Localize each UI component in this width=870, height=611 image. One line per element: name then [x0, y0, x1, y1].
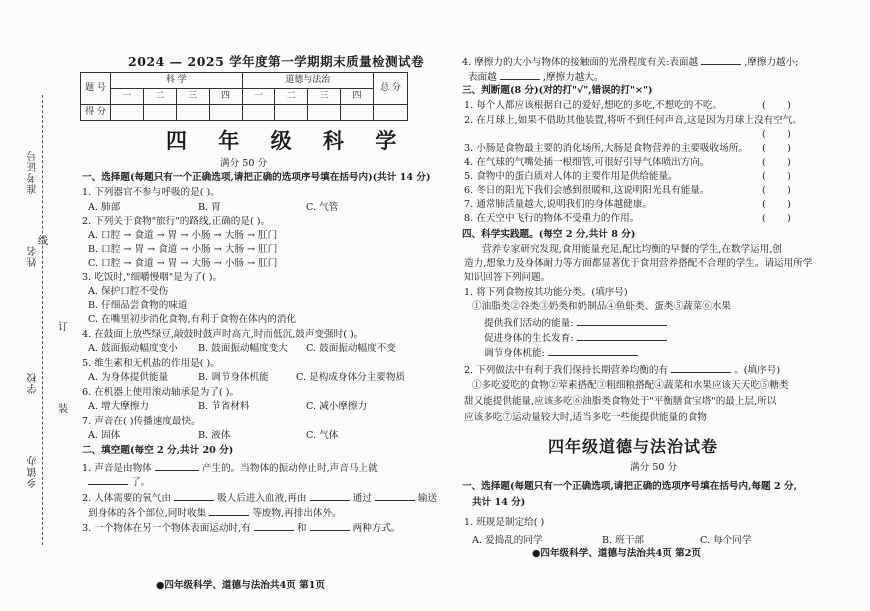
section3-heading: 三、判断题(8 分)(对的打"√",错误的打"×") [462, 85, 653, 96]
practice-q2-line1: ①多吃爱吃的食物②荤素搭配③粗细粮搭配④蔬菜和水果应该天天吃⑤糖类 [472, 380, 789, 391]
fill-blank[interactable] [577, 316, 667, 326]
moral-num: 三 [308, 89, 341, 105]
judge-5: 5. 食物中的蛋白质对人体的主要作用是供给能量。 [464, 171, 678, 182]
q6-option-c: C. 减小摩擦力 [306, 401, 368, 412]
judge-paren[interactable]: ( ) [762, 185, 791, 196]
practice-q1-b [484, 331, 667, 346]
judge-paren[interactable]: ( ) [762, 213, 791, 224]
moral-section1-heading-a: 一、选择题(每题只有一个正确选项,请把正确的选项序号填在括号内,每题 2 分, [462, 481, 797, 492]
fill-4-text: ,摩擦力越小; [744, 57, 799, 68]
mark-bind: 订 [58, 322, 68, 333]
judge-3: 3. 小肠是食物最主要的消化场所,大肠是食物营养的主要吸收场所。 [464, 143, 748, 154]
fill-2-cont [88, 506, 342, 521]
practice-paragraph-2: 造力,想象力及身体耐力等方面都显著优于食用营养搭配不合理的学生。请运用所学 [464, 258, 813, 269]
question-7: 7. 声音在( )传播速度最快。 [82, 416, 201, 427]
score-table [80, 72, 408, 121]
practice-q2-line2: 甜又能提供能量,应该多吃⑥油脂类食物处于"平衡膳食宝塔"的最上层,所以 [464, 396, 777, 407]
m1-option-c: C. 每个同学 [700, 535, 752, 546]
score-cell[interactable] [209, 105, 242, 121]
q7-option-b: B. 液体 [198, 430, 231, 441]
fill-blank[interactable] [209, 506, 249, 516]
score-cell[interactable] [374, 105, 408, 121]
ticket-number-label: 准考证号 [28, 150, 39, 194]
fill-2-text: 2. 人体需要的氧气由 [82, 493, 171, 504]
fill-2-text: 输送 [417, 493, 438, 504]
section1-heading: 一、选择题(每题只有一个正确选项,请把正确的选项序号填在括号内)(共计 14 分) [82, 172, 431, 183]
name-label: 姓名 [28, 245, 39, 267]
fill-blank[interactable] [500, 70, 540, 80]
practice-paragraph-3: 知识回答下列问题。 [464, 272, 551, 283]
fill-4-text: 表面越 [468, 72, 497, 83]
q2-option-c: C. 口腔 → 食道 → 胃 → 大肠 → 小肠 → 肛门 [88, 258, 278, 269]
section4-heading: 四、科学实践题。(每空 2 分,共计 8 分) [462, 229, 636, 240]
fill-blank[interactable] [254, 521, 294, 531]
question-6: 6. 在机器上使用滚动轴承是为了( )。 [82, 387, 240, 398]
q7-option-a: A. 固体 [88, 430, 121, 441]
score-cell[interactable] [143, 105, 176, 121]
practice-paragraph-1: 营养专家研究发现,食用能量充足,配比均衡的早餐的学生,在数学运用,创 [482, 244, 783, 255]
fill-blank[interactable] [548, 346, 638, 356]
defen-cell: 得 分 [81, 105, 111, 121]
fill-2 [82, 491, 437, 506]
binding-dashed-line [42, 95, 43, 545]
fill-blank[interactable] [310, 521, 350, 531]
practice-q1-c-label: 调节身体机能: [484, 348, 545, 359]
fill-blank[interactable] [155, 461, 199, 471]
moral-section1-heading-b: 共计 14 分) [472, 497, 526, 508]
exam-title: 2024 — 2025 学年度第一学期期末质量检测试卷 [128, 54, 425, 69]
fill-2-text: 到身体的各个部位,同时收集 [88, 508, 207, 519]
q1-option-a: A. 肺部 [88, 202, 121, 213]
footer-right: ●四年级科学、道德与法治共4页 第2页 [532, 548, 701, 559]
fill-4 [462, 55, 798, 70]
judge-paren[interactable]: ( ) [762, 100, 791, 111]
score-cell[interactable] [242, 105, 275, 121]
fill-blank[interactable] [375, 491, 415, 501]
fill-blank[interactable] [577, 331, 667, 341]
practice-q1-items: ①油脂类②谷类③奶类和奶制品④鱼虾类、蛋类⑤蔬菜⑥水果 [472, 301, 732, 312]
total-header: 总 分 [374, 73, 408, 105]
practice-q2-text: 。(填序号) [734, 365, 781, 376]
judge-4: 4. 在气球的气嘴处插一根细管,可很好引导气体喷出方向。 [464, 157, 710, 168]
moral-header: 道德与法治 [242, 73, 374, 89]
fill-1 [82, 461, 378, 476]
practice-q1-a-label: 提供我们活动的能量: [484, 318, 574, 329]
science-header: 科 学 [111, 73, 243, 89]
grade-title: 四 年 级 科 学 [166, 128, 409, 153]
sci-num: 四 [209, 89, 242, 105]
m1-option-b: B. 班干部 [602, 535, 644, 546]
judge-6: 6. 冬日的阳光下我们会感到很暖和,这说明阳光具有能量。 [464, 185, 710, 196]
q7-option-c: C. 气体 [306, 430, 339, 441]
q3-option-a: A. 保护口腔不受伤 [88, 286, 169, 297]
q5-option-a: A. 为身体提供能量 [88, 372, 169, 383]
fill-blank[interactable] [701, 55, 741, 65]
practice-q1: 1. 将下列食物按其功能分类。(填序号) [464, 287, 628, 298]
moral-num: 一 [242, 89, 275, 105]
fill-4-cont [468, 70, 604, 85]
q2-option-a: A. 口腔 → 食道 → 胃 → 小肠 → 大肠 → 肛门 [88, 230, 278, 241]
moral-exam-title: 四年级道德与法治试卷 [548, 437, 719, 456]
mark-seal: 装 [58, 404, 68, 415]
judge-paren[interactable]: ( ) [762, 129, 791, 140]
q4-option-b: B. 鼓面振动幅度变大 [198, 343, 288, 354]
moral-question-1: 1. 班规是制定给( ) [464, 517, 545, 528]
q3-option-c: C. 在嘴里初步消化食物,有利于食物在体内的消化 [88, 314, 297, 325]
fill-3-text: 两种方式。 [352, 523, 401, 534]
fill-1-cont [88, 475, 150, 490]
q3-option-b: B. 仔细品尝食物的味道 [88, 300, 188, 311]
q1-option-c: C. 气管 [306, 202, 339, 213]
fill-2-text: 等废物,再排出体外。 [252, 508, 342, 519]
q1-option-b: B. 胃 [198, 202, 221, 213]
score-cell[interactable] [111, 105, 144, 121]
score-cell[interactable] [275, 105, 308, 121]
fill-blank[interactable] [174, 491, 214, 501]
fill-1-text: 产生的。当物体的振动停止时,声音马上就 [201, 463, 378, 474]
sci-num: 一 [111, 89, 144, 105]
judge-7: 7. 通常肺活量越大,说明我们的身体越健康。 [464, 199, 652, 210]
sci-num: 三 [176, 89, 209, 105]
sci-num: 二 [143, 89, 176, 105]
judge-1: 1. 每个人都应该根据自己的爱好,想吃的多吃,不想吃的不吃。 [464, 100, 723, 111]
practice-q1-a [484, 316, 667, 331]
judge-8: 8. 在天空中飞行的物体不受重力的作用。 [464, 213, 640, 224]
fill-2-text: 吸人后进入血液,再由 [217, 493, 307, 504]
score-cell[interactable] [176, 105, 209, 121]
score-cell[interactable] [341, 105, 374, 121]
practice-q2-text: 2. 下列做法中有利于我们保持长期营养均衡的有 [464, 365, 669, 376]
q2-option-b: B. 口腔 → 胃 → 食道 → 小肠 → 大肠 → 肛门 [88, 244, 278, 255]
judge-2: 2. 在月球上,如果不借助其他装置,将听不到任何声音,这是因为月球上没有空气。 [464, 115, 802, 126]
q6-option-b: B. 节省材料 [198, 401, 250, 412]
fill-3-text: 3. 一个物体在另一个物体表面运动时,有 [82, 523, 251, 534]
q5-option-c: C. 是构成身体分主要物质 [296, 372, 406, 383]
township-label: 乡镇办 [28, 455, 39, 488]
mark-line: 线 [38, 236, 48, 247]
practice-q2-line3: 应该多吃⑦运动量较大时,适当多吃一些能提供能量的食物 [464, 412, 707, 423]
fill-3 [82, 521, 401, 536]
fill-3-text: 和 [296, 523, 307, 534]
moral-num: 二 [275, 89, 308, 105]
tihao-cell: 题 号 [81, 73, 111, 105]
q6-option-a: A. 增大摩擦力 [88, 401, 149, 412]
question-3: 3. 吃饭时,"细嚼慢咽"是为了( )。 [82, 272, 223, 283]
fill-blank[interactable] [88, 475, 128, 485]
question-1: 1. 下列器官不参与呼吸的是( )。 [82, 187, 220, 198]
footer-left: ●四年级科学、道德与法治共4页 第1页 [156, 580, 325, 591]
fill-4-text: 4. 摩擦力的大小与物体的接触面的光滑程度有关:表面越 [462, 57, 699, 68]
question-5: 5. 维生素和无机盐的作用是( )。 [82, 358, 220, 369]
score-cell[interactable] [308, 105, 341, 121]
q4-option-a: A. 鼓面振动幅度变小 [88, 343, 178, 354]
q5-option-b: B. 调节身体机能 [198, 372, 269, 383]
moral-num: 四 [341, 89, 374, 105]
judge-paren[interactable]: ( ) [762, 171, 791, 182]
fill-4-text: ,摩擦力越大。 [542, 72, 604, 83]
practice-q1-b-label: 促进身体的生长发育: [484, 333, 574, 344]
fill-1-text: 1. 声音是由物体 [82, 463, 152, 474]
fill-blank[interactable] [671, 363, 731, 373]
question-4: 4. 在鼓面上放些绿豆,敲鼓时鼓声时高亢,时而低沉,鼓声变强时( )。 [82, 329, 364, 340]
q4-option-c: C. 鼓面振动幅度不变 [306, 343, 396, 354]
fill-1-text: 了。 [131, 477, 151, 488]
fill-2-text: 通过 [352, 493, 372, 504]
moral-full-score: 满分 50 分 [630, 462, 678, 473]
school-label: 学校 [28, 372, 39, 394]
binding-margin [0, 0, 80, 611]
m1-option-a: A. 爱捣乱的同学 [472, 535, 543, 546]
practice-q2 [464, 363, 780, 378]
section2-heading: 二、填空题(每空 2 分,共计 20 分) [82, 445, 234, 456]
fill-blank[interactable] [310, 491, 350, 501]
full-score: 满分 50 分 [220, 158, 268, 169]
judge-paren[interactable]: ( ) [762, 157, 791, 168]
judge-paren[interactable]: ( ) [762, 143, 791, 154]
judge-paren[interactable]: ( ) [762, 199, 791, 210]
question-2: 2. 下列关于食物"旅行"的路线,正确的是( )。 [82, 216, 271, 227]
practice-q1-c [484, 346, 638, 361]
